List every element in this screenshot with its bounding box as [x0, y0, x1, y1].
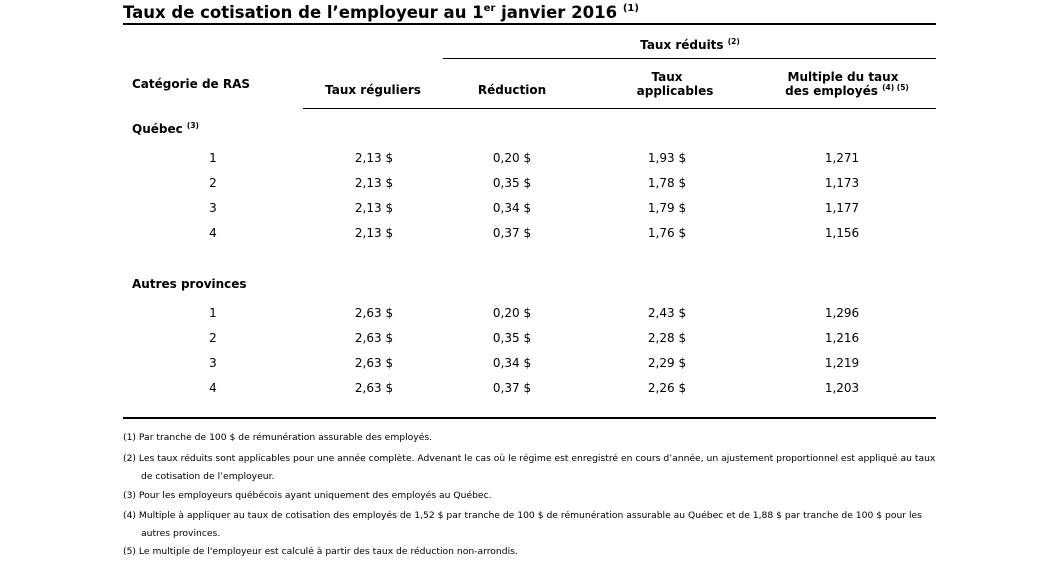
cell-category: 4 [209, 226, 217, 240]
cell-multiple: 1,216 [824, 331, 860, 345]
cell-reduction: 0,35 $ [492, 331, 532, 345]
cell-regular: 2,63 $ [354, 356, 394, 370]
cell-category: 2 [209, 331, 217, 345]
cell-category: 3 [209, 201, 217, 215]
cell-category: 3 [209, 356, 217, 370]
footnote-4-line1: (4) Multiple à appliquer au taux de cotisation des employés de 1,52 $ par tranche de 100 $ de rémunération assurable au Québec et de 1,88 $ par tranche de 100 $ pour les [123, 510, 922, 521]
cell-reduction: 0,35 $ [492, 176, 532, 190]
section-label-quebec [132, 122, 199, 136]
cell-applicable: 2,26 $ [647, 381, 687, 395]
title-text-after: janvier 2016 [495, 3, 623, 22]
cell-applicable: 2,28 $ [647, 331, 687, 345]
title-text: Taux de cotisation de l’employeur au 1 [123, 3, 484, 22]
footnote-4-line2: autres provinces. [141, 528, 221, 539]
col-header-multiple-text: des employés [785, 84, 883, 98]
cell-regular: 2,63 $ [354, 331, 394, 345]
page-title [123, 3, 639, 22]
cell-multiple: 1,173 [824, 176, 860, 190]
title-footnote-ref: (1) [622, 2, 639, 14]
section-label-other-provinces: Autres provinces [132, 277, 247, 291]
cell-applicable: 1,93 $ [647, 151, 687, 165]
footnote-2-line1: (2) Les taux réduits sont applicables pour une année complète. Advenant le cas où le régime est enregistré en cours d’année, un ajustement proportionnel est appliqué au taux [123, 453, 936, 464]
cell-multiple: 1,296 [824, 306, 860, 320]
section-footnote-ref: (3) [186, 121, 199, 130]
cell-reduction: 0,37 $ [492, 381, 532, 395]
cell-multiple: 1,156 [824, 226, 860, 240]
col-header-reduction: Réduction [477, 83, 547, 97]
cell-multiple: 1,177 [824, 201, 860, 215]
section-label-text: Québec [132, 122, 187, 136]
cell-reduction: 0,34 $ [492, 356, 532, 370]
cell-multiple: 1,203 [824, 381, 860, 395]
table-bottom-rule [123, 417, 936, 419]
title-rule [123, 23, 936, 25]
cell-regular: 2,13 $ [354, 201, 394, 215]
col-header-applicable-line1: Taux [651, 70, 683, 84]
cell-applicable: 1,76 $ [647, 226, 687, 240]
col-header-multiple-footnote-refs: (4) (5) [882, 83, 909, 92]
cell-reduction: 0,34 $ [492, 201, 532, 215]
cell-regular: 2,13 $ [354, 176, 394, 190]
cell-applicable: 2,43 $ [647, 306, 687, 320]
cell-regular: 2,63 $ [354, 381, 394, 395]
cell-multiple: 1,271 [824, 151, 860, 165]
cell-category: 1 [209, 306, 217, 320]
cell-reduction: 0,20 $ [492, 151, 532, 165]
col-header-applicable-line2: applicables [636, 84, 714, 98]
cell-applicable: 1,78 $ [647, 176, 687, 190]
footnote-1: (1) Par tranche de 100 $ de rémunération assurable des employés. [123, 432, 433, 443]
cell-regular: 2,63 $ [354, 306, 394, 320]
cell-regular: 2,13 $ [354, 226, 394, 240]
reduced-rates-label: Taux réduits [640, 38, 728, 52]
cell-multiple: 1,219 [824, 356, 860, 370]
cell-reduction: 0,37 $ [492, 226, 532, 240]
cell-reduction: 0,20 $ [492, 306, 532, 320]
cell-applicable: 1,79 $ [647, 201, 687, 215]
reduced-rates-group-header [640, 38, 740, 52]
cell-regular: 2,13 $ [354, 151, 394, 165]
col-header-regular: Taux réguliers [325, 83, 421, 97]
reduced-rates-footnote-ref: (2) [727, 37, 740, 46]
cell-category: 1 [209, 151, 217, 165]
footnote-5: (5) Le multiple de l'employeur est calculé à partir des taux de réduction non-arrondis. [123, 546, 518, 557]
footnote-3: (3) Pour les employeurs québécois ayant uniquement des employés au Québec. [123, 490, 492, 501]
title-superscript-er: er [483, 2, 496, 14]
cell-applicable: 2,29 $ [647, 356, 687, 370]
col-header-category: Catégorie de RAS [132, 77, 251, 91]
cell-category: 2 [209, 176, 217, 190]
col-header-multiple-line1: Multiple du taux [787, 70, 899, 84]
header-rule [303, 108, 936, 109]
cell-category: 4 [209, 381, 217, 395]
col-header-multiple-line2 [785, 84, 909, 98]
reduced-group-rule [443, 58, 936, 59]
footnote-2-line2: de cotisation de l’employeur. [141, 471, 275, 482]
